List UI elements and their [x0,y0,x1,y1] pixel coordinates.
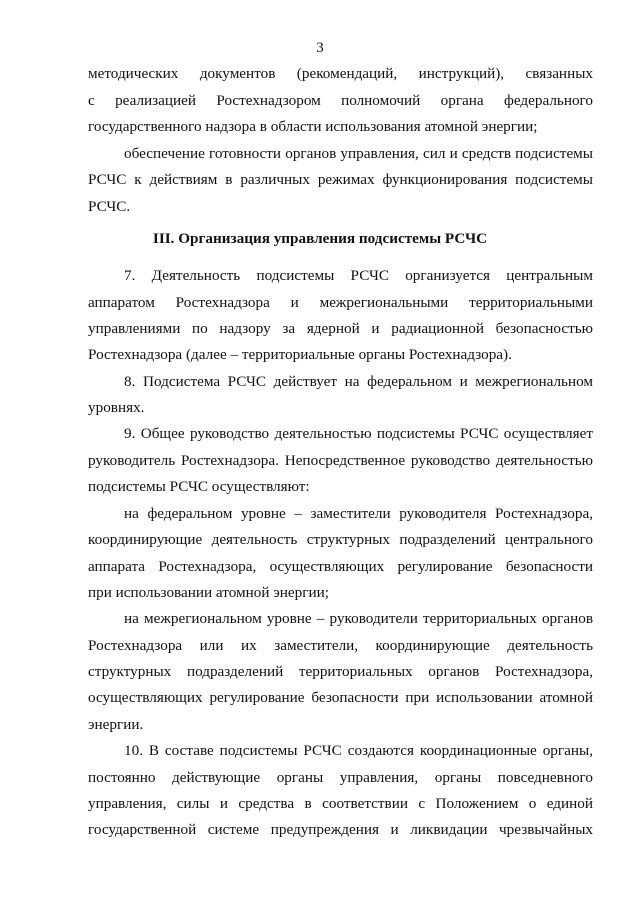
text-line: 10. В составе подсистемы РСЧС создаются координационные органы, [124,742,593,759]
text-line: Ростехнадзора (далее – территориальные органы Ростехнадзора). [88,346,512,363]
text-line: 8. Подсистема РСЧС действует на федеральном и межрегиональном [124,373,593,390]
text-line: аппарата Ростехнадзора, осуществляющих регулирование безопасности [88,558,593,575]
text-line: управления, силы и средства в соответствии с Положением о единой [88,795,593,812]
text-line: управлениями по надзору за ядерной и радиационной безопасностью [88,320,593,337]
text-line: с реализацией Ростехнадзором полномочий органа федерального [88,92,593,109]
text-line: энергии. [88,716,144,733]
text-line: координирующие деятельность структурных подразделений центрального [88,531,593,548]
text-line: на федеральном уровне – заместители руководителя Ростехнадзора, [124,505,593,522]
text-line: Ростехнадзора или их заместители, координирующие деятельность [88,637,593,654]
text-line: подсистемы РСЧС осуществляют: [88,478,310,495]
text-line: на межрегиональном уровне – руководители территориальных органов [124,610,593,627]
text-line: осуществляющих регулирование безопасности при использовании атомной [88,689,593,706]
text-line: РСЧС к действиям в различных режимах функционирования подсистемы [88,171,593,188]
text-line: структурных подразделений территориальных органов Ростехнадзора, [88,663,593,680]
text-line: 7. Деятельность подсистемы РСЧС организуется центральным [124,267,593,284]
text-line: 9. Общее руководство деятельностью подсистемы РСЧС осуществляет [124,425,593,442]
text-line: при использовании атомной энергии; [88,584,329,601]
text-line: государственного надзора в области использования атомной энергии; [88,118,538,135]
text-line: обеспечение готовности органов управления, сил и средств подсистемы [124,145,593,162]
text-line: уровнях. [88,399,145,416]
section-heading: III. Организация управления подсистемы РСЧС [152,230,488,247]
page-number: 3 [316,40,324,56]
text-line: государственной системе предупреждения и ликвидации чрезвычайных [88,821,593,838]
text-line: руководитель Ростехнадзора. Непосредственное руководство деятельностью [88,452,593,469]
text-line: РСЧС. [88,198,131,215]
text-line: аппаратом Ростехнадзора и межрегиональными территориальными [88,294,593,311]
text-line: постоянно действующие органы управления, органы повседневного [88,769,593,786]
text-line: методических документов (рекомендаций, инструкций), связанных [88,65,593,82]
